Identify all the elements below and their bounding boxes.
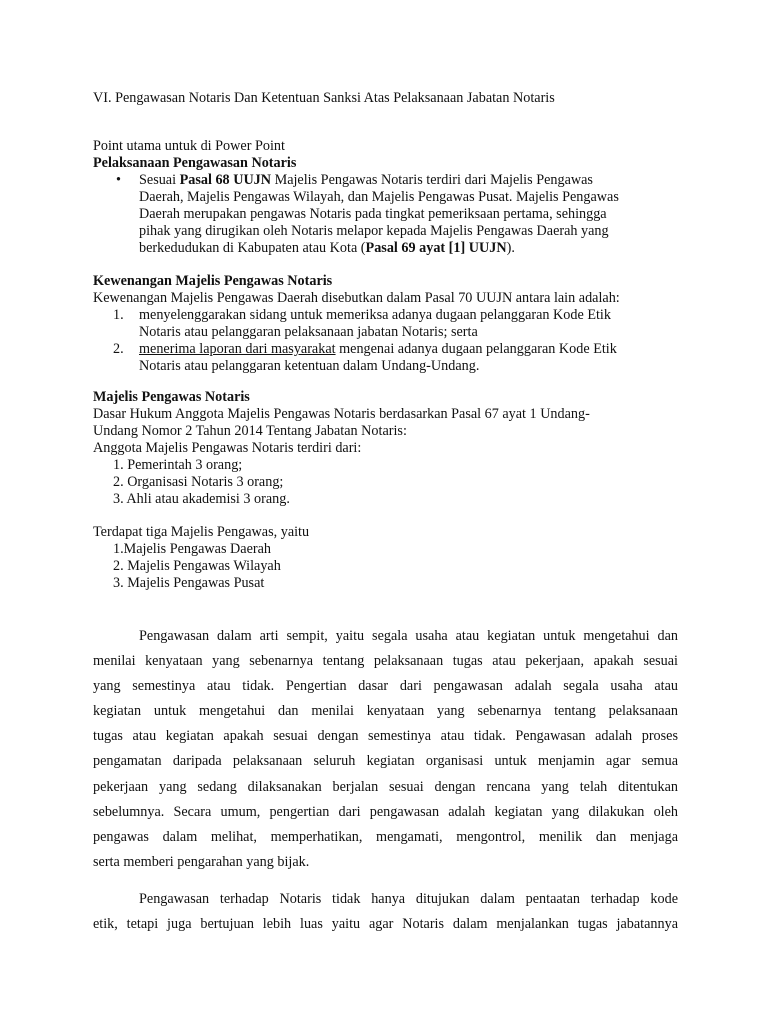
intro-line: Point utama untuk di Power Point [93,138,285,154]
document-heading: VI. Pengawasan Notaris Dan Ketentuan Sanksi Atas Pelaksanaan Jabatan Notaris [93,90,555,106]
bullet-line-3: Daerah merupakan pengawas Notaris pada tingkat pemeriksaan pertama, sehingga [139,206,607,222]
list-text: Ahli atau akademisi 3 orang. [126,491,290,507]
section1-bullet-text [93,172,678,257]
text-line: Dasar Hukum Anggota Majelis Pengawas Notaris berdasarkan Pasal 67 ayat 1 Undang- [93,406,590,422]
list-item-line: menyelenggarakan sidang untuk memeriksa adanya dugaan pelanggaran Kode Etik [139,307,611,323]
list-item-line: Notaris atau pelanggaran ketentuan dalam Undang-Undang. [139,358,480,374]
list-item-line [139,341,678,358]
list-item [93,491,678,508]
list-text: Pemerintah 3 orang; [127,457,243,473]
section-title-pelaksanaan: Pelaksanaan Pengawasan Notaris [93,155,297,171]
paragraph-line: pengawas dalam melihat, memperhatikan, mengamati, mengontrol, menilik dan menjaga [93,828,678,845]
list-number: 1. [113,457,124,473]
paragraph-line: sebelumnya. Secara umum, pengertian dari pengawasan adalah kegiatan yang dilakukan oleh [93,803,678,820]
list-number: 1. [113,307,124,323]
paragraph-line: tugas atau kegiatan apakah sesuai dengan semestinya atau tidak. Pengawasan adalah proses [93,728,678,745]
kewenangan-list [93,307,678,375]
paragraph-line: pengamatan daripada pelaksanaan seluruh kegiatan organisasi untuk menjamin agar semua [93,753,678,770]
text-span: mengenai adanya dugaan pelanggaran Kode Etik [335,341,617,357]
section-title-kewenangan: Kewenangan Majelis Pengawas Notaris [93,273,333,289]
list-number: 2. [113,474,124,490]
tiga-majelis-list [93,541,678,592]
list-item: 1.Majelis Pengawas Daerah [113,541,271,557]
list-item [93,474,678,491]
paragraph-line: menilai kenyataan yang sebenarnya tentang pelaksanaan tugas atau pekerjaan, apakah sesuai [93,653,678,670]
list-number: 3. [113,491,124,507]
tiga-majelis-intro: Terdapat tiga Majelis Pengawas, yaitu [93,524,310,540]
text-line: Anggota Majelis Pengawas Notaris terdiri dari: [93,440,362,456]
section-title-majelis: Majelis Pengawas Notaris [93,389,250,405]
paragraph-line: etik, tetapi juga bertujuan lebih luas yaitu agar Notaris dalam menjalankan tugas jabatannya [93,916,678,933]
list-text: Organisasi Notaris 3 orang; [127,474,284,490]
paragraph-line: pekerjaan yang sedang dilaksanakan berjalan sesuai dengan rencana yang telah ditentukan [93,778,678,795]
bullet-icon: • [116,172,121,188]
text-span: Majelis Pengawas Notaris terdiri dari Majelis Pengawas [271,172,593,188]
text-line: Undang Nomor 2 Tahun 2014 Tentang Jabatan Notaris: [93,423,407,439]
paragraph-pengawasan-notaris [93,887,678,937]
list-number: 2. [113,341,124,357]
paragraph-line: yang semestinya atau tidak. Pengertian dasar dari pengawasan adalah segala usaha atau [93,678,678,695]
paragraph-pengawasan [93,624,678,875]
paragraph-line: Pengawasan terhadap Notaris tidak hanya ditujukan dalam pentaatan terhadap kode [139,891,678,907]
text-span: Sesuai [139,172,180,188]
bullet-line-2: Daerah, Majelis Pengawas Wilayah, dan Majelis Pengawas Pusat. Majelis Pengawas [139,189,619,205]
list-item [93,307,678,341]
list-item: 2. Majelis Pengawas Wilayah [113,558,281,574]
list-item-line: Notaris atau pelanggaran pelaksanaan jabatan Notaris; serta [139,324,478,340]
anggota-list [93,457,678,508]
paragraph-line: kegiatan untuk mengetahui dan menilai kenyataan yang sebenarnya tentang pelaksanaan [93,703,678,720]
pasal-68-bold: Pasal 68 UUJN [179,172,272,188]
bullet-line-4: pihak yang dirugikan oleh Notaris melapor kepada Majelis Pengawas Daerah yang [139,223,609,239]
text-span: ). [506,240,515,256]
pasal-69-bold: Pasal 69 ayat [1] UUJN [365,240,507,256]
bullet-line-5 [93,240,678,257]
text-span: berkedudukan di Kabupaten atau Kota ( [139,240,366,256]
list-item: 3. Majelis Pengawas Pusat [113,575,265,591]
kewenangan-intro: Kewenangan Majelis Pengawas Daerah disebutkan dalam Pasal 70 UUJN antara lain adalah: [93,290,620,306]
paragraph-line: Pengawasan dalam arti sempit, yaitu segala usaha atau kegiatan untuk mengetahui dan [139,628,678,644]
bullet-line-1 [93,172,678,189]
list-item [93,457,678,474]
paragraph-line: serta memberi pengarahan yang bijak. [93,853,310,870]
majelis-text [93,406,678,457]
underlined-text: menerima laporan dari masyarakat [139,341,336,357]
list-item [93,341,678,375]
